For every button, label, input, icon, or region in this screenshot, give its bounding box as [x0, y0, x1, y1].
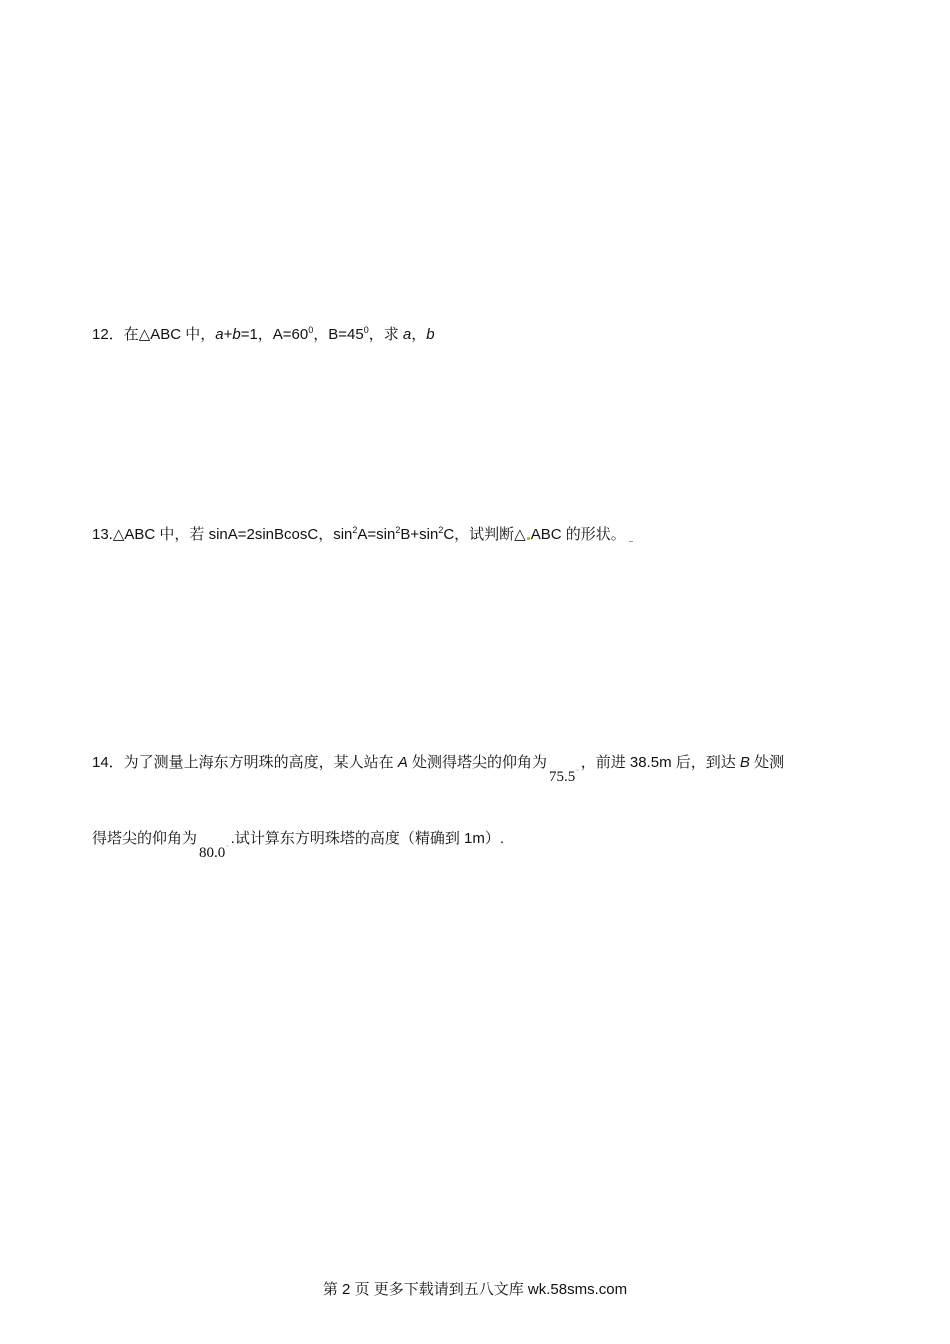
q12-number: 12．	[92, 326, 124, 343]
degree-icon: °	[226, 845, 229, 851]
question-14-line-2: 得塔尖的仰角为80.0°.试计算东方明珠塔的高度（精确到 1m）.	[92, 830, 505, 861]
edit-mark-icon	[629, 541, 633, 542]
edit-mark-icon	[527, 537, 530, 540]
degree-icon: °	[576, 769, 579, 775]
question-12: 12．在△ABC 中，a+b=1，$A=60^0$，$B=45^0$，求 a，b	[92, 325, 435, 343]
angle-formula-1: 75.5°	[549, 769, 579, 785]
angle-formula-2: 80.0°	[199, 845, 229, 861]
question-13: 13.△ABC 中，若 sinA=2sinBcosC，$\sin^2A=\sin^2B+\sin^2C$，试判断△ ABC 的形状。	[92, 525, 633, 545]
question-14-line-1: 14．为了测量上海东方明珠的高度，某人站在 A 处测得塔尖的仰角为75.5°，前进 38.5m 后，到达 B 处测	[92, 754, 785, 785]
page-footer: 第 2 页 更多下载请到五八文库 wk.58sms.com	[322, 1281, 628, 1298]
